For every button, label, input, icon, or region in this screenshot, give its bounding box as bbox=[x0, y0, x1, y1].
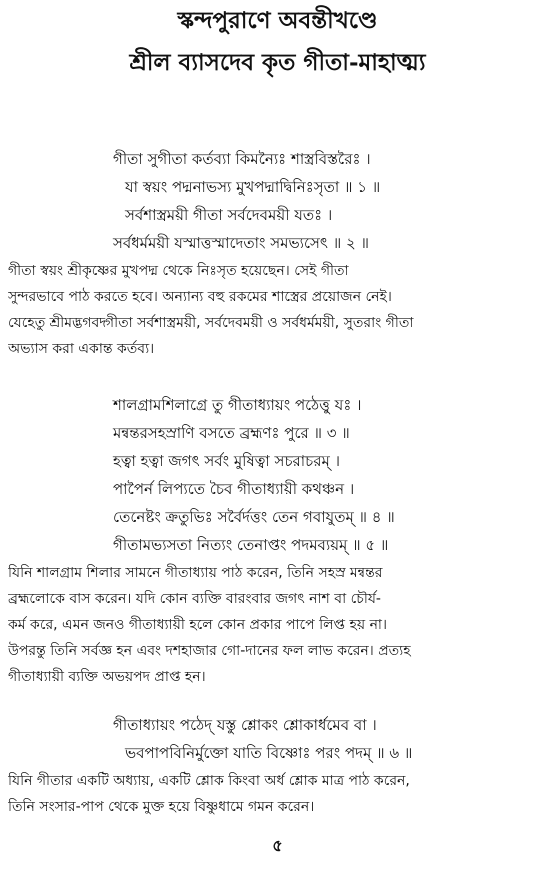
translation-line: যিনি গীতার একটি অধ্যায়, একটি শ্লোক কিংবা অর্ধ শ্লোক মাত্র পাঠ করেন, bbox=[8, 773, 410, 789]
translation-line: অভ্যাস করা একান্ত কর্তব্য। bbox=[8, 341, 155, 357]
translation-line: গীতাধ্যায়ী ব্যক্তি অভয়পদ প্রাপ্ত হন। bbox=[8, 669, 206, 685]
translation-line: কর্ম করে, এমন জনও গীতাধ্যায়ী হলে কোন প্রকার পাপে লিপ্ত হয় না। bbox=[8, 617, 387, 633]
page-number: ৫ bbox=[272, 836, 283, 855]
heading-line-2: শ্রীল ব্যাসদেব কৃত গীতা-মাহাত্ম্য bbox=[129, 49, 426, 76]
heading-line-1: স্কন্দপুরাণে অবন্তীখণ্ডে bbox=[177, 7, 378, 34]
translation-line: ব্রহ্মলোকে বাস করেন। যদি কোন ব্যক্তি বারংবার জগৎ নাশ বা চৌর্য- bbox=[8, 591, 381, 607]
translation-line: যেহেতু শ্রীমদ্ভগবদ্গীতা সর্বশাস্ত্রময়ী, সর্বদেবময়ী ও সর্বধর্মময়ী, সুতরাং গীতা bbox=[8, 315, 414, 331]
translation-line: গীতা স্বয়ং শ্রীকৃষ্ণের মুখপদ্ম থেকে নিঃসৃত হয়েছেন। সেই গীতা bbox=[8, 263, 349, 279]
translation-line: সুন্দরভাবে পাঠ করতে হবে। অন্যান্য বহু রকমের শাস্ত্রের প্রয়োজন নেই। bbox=[8, 289, 392, 305]
translation-line: তিনি সংসার-পাপ থেকে মুক্ত হয়ে বিষ্ণুধামে গমন করেন। bbox=[8, 799, 315, 815]
translation-line: যিনি শালগ্রাম শিলার সামনে গীতাধ্যায় পাঠ করেন, তিনি সহস্র মন্বন্তর bbox=[8, 565, 383, 581]
book-page: স্কন্দপুরাণে অবন্তীখণ্ডে শ্রীল ব্যাসদেব কৃত গীতা-মাহাত্ম্য গীতা সুগীতা কর্তব্যা কিমন্যৈঃ শাস্ত্রবিস্তরৈঃ । যা স্বয়ং পদ্মনাভস্য মুখপদ্মাদ্বিনিঃসৃতা ॥ ১ ॥ সর্বশাস্ত্রময়ী গীতা সর্বদেবময়ী যতঃ । সর্বধর্মময়ী যস্মাত্তস্মাদেতাং সমভ্যসেৎ ॥ ২ ॥ গীতা স্বয়ং শ্রীকৃষ্ণের মুখপদ্ম থেকে নিঃসৃত হয়েছেন। সেই গীতা সুন্দরভাবে পাঠ করতে হবে। অন্যান্য বহু রকমের শাস্ত্রের প্রয়োজন নেই। যেহেতু শ্রীমদ্ভগবদ্গীতা সর্বশাস্ত্রময়ী, সর্বদেবময়ী ও সর্বধর্মময়ী, সুতরাং গীতা অভ্যাস করা একান্ত কর্তব্য। শালগ্রামশিলাগ্রে তু গীতাধ্যায়ং পঠেত্তু যঃ । মন্বন্তরসহস্রাণি বসতে ব্রহ্মণঃ পুরে ॥ ৩ ॥ হত্বা হত্বা জগৎ সর্বং মুষিত্বা সচরাচরম্ । পাপৈর্ন লিপ্যতে চৈব গীতাধ্যায়ী কথঞ্চন । তেনেষ্টং ক্রতুভিঃ সর্বৈর্দত্তং তেন গবাযুতম্ ॥ ৪ ॥ গীতামভ্যসতা নিত্যং তেনাপ্তং পদমব্যয়ম্ ॥ ৫ ॥ যিনি শালগ্রাম শিলার সামনে গীতাধ্যায় পাঠ করেন, তিনি সহস্র মন্বন্তর ব্রহ্মলোকে বাস করেন। যদি কোন ব্যক্তি বারংবার জগৎ নাশ বা চৌর্য- কর্ম করে, এমন জনও গীতাধ্যায়ী হলে কোন প্রকার পাপে লিপ্ত হয় না। উপরন্তু তিনি সর্বজ্ঞ হন এবং দশহাজার গো-দানের ফল লাভ করেন। প্রত্যহ গীতাধ্যায়ী ব্যক্তি অভয়পদ প্রাপ্ত হন। গীতাধ্যায়ং পঠেদ্ যস্তু শ্লোকং শ্লোকার্ধমেব বা । ভবপাপবিনির্মুক্তো যাতি বিষ্ণোঃ পরং পদম্ ॥ ৬ ॥ যিনি গীতার একটি অধ্যায়, একটি শ্লোক কিংবা অর্ধ শ্লোক মাত্র পাঠ করেন, তিনি সংসার-পাপ থেকে মুক্ত হয়ে বিষ্ণুধামে গমন করেন। ৫ bbox=[0, 0, 555, 873]
translation-line: উপরন্তু তিনি সর্বজ্ঞ হন এবং দশহাজার গো-দানের ফল লাভ করেন। প্রত্যহ bbox=[8, 643, 411, 659]
